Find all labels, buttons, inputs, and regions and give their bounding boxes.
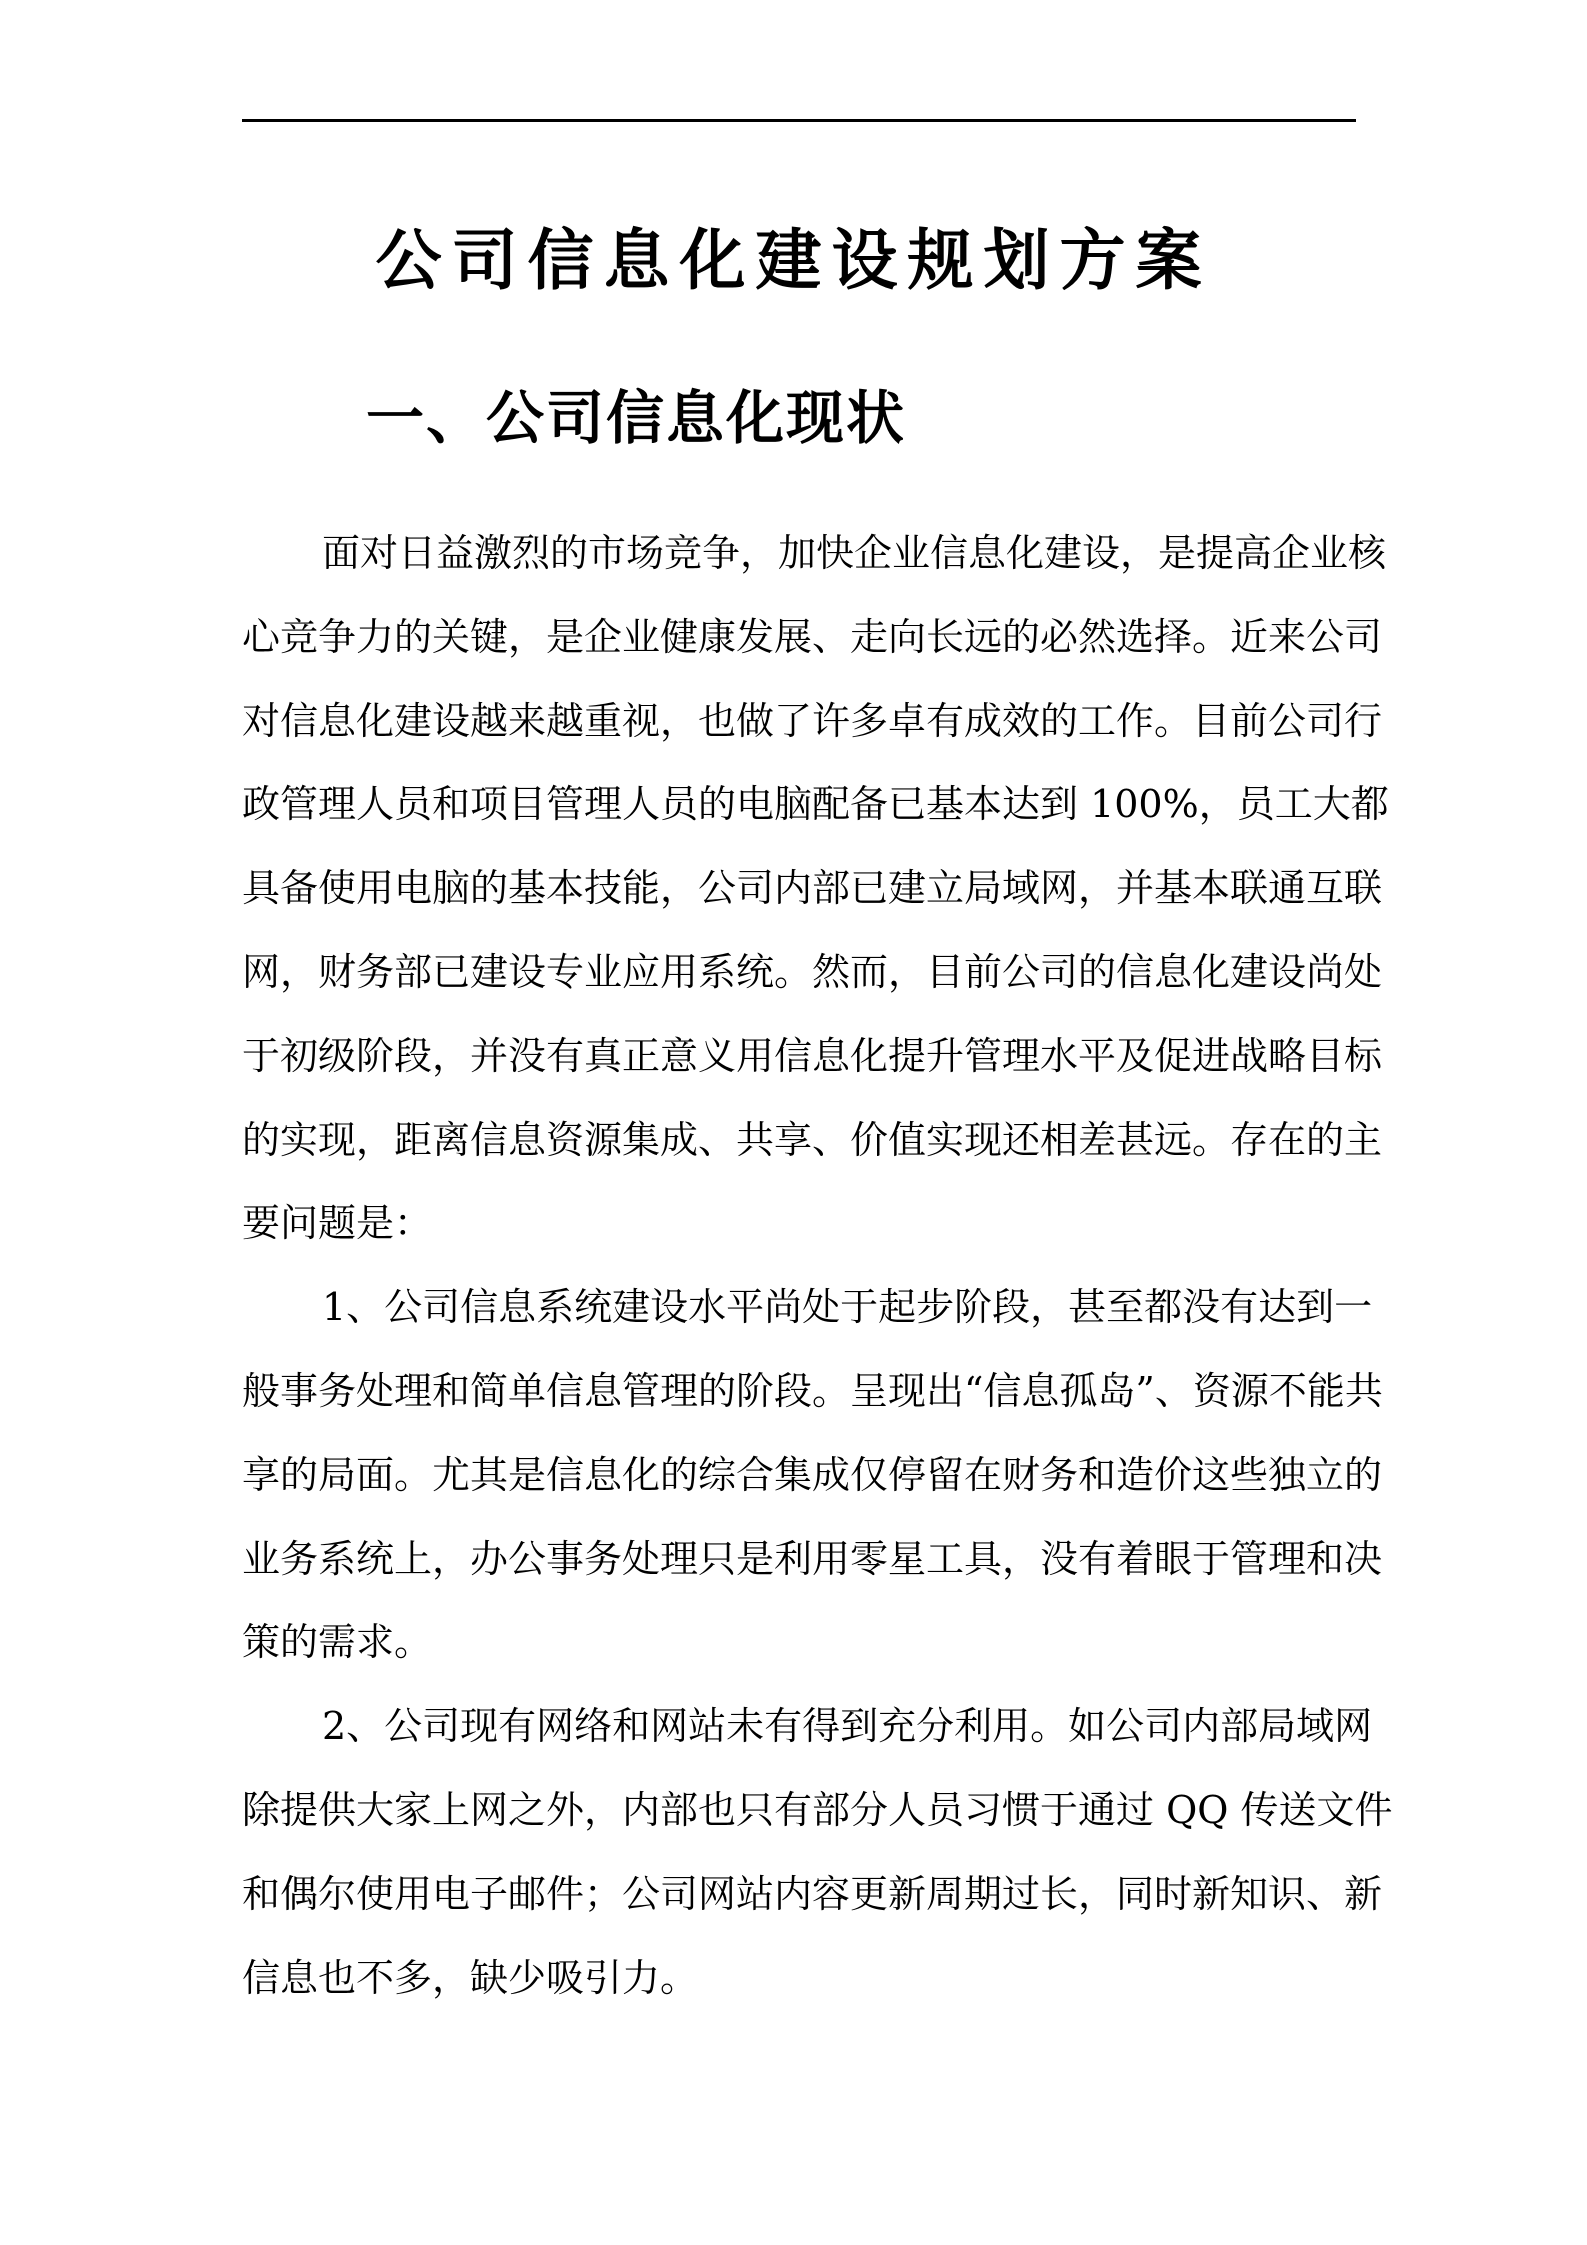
section-heading: 一、公司信息化现状 [366,384,907,452]
paragraph-line: 于初级阶段，并没有真正意义用信息化提升管理水平及促进战略目标 [242,1033,1383,1078]
paragraph-line: 具备使用电脑的基本技能，公司内部已建立局域网，并基本联通互联 [242,866,1383,911]
paragraph-line: 要问题是： [242,1201,433,1246]
paragraph-line: 心竞争力的关键，是企业健康发展、走向长远的必然选择。近来公司 [242,614,1383,659]
paragraph-line: 对信息化建设越来越重视，也做了许多卓有成效的工作。目前公司行 [242,698,1383,743]
paragraph-line: 1、公司信息系统建设水平尚处于起步阶段，甚至都没有达到一 [322,1285,1373,1330]
header-rule [242,119,1356,122]
document-title: 公司信息化建设规划方案 [375,221,1212,299]
paragraph-line: 享的局面。尤其是信息化的综合集成仅停留在财务和造价这些独立的 [242,1452,1383,1497]
paragraph-line: 策的需求。 [242,1620,433,1665]
paragraph-line: 信息也不多，缺少吸引力。 [242,1955,699,2000]
paragraph-line: 面对日益激烈的市场竞争，加快企业信息化建设，是提高企业核 [322,531,1387,575]
paragraph-line: 网，财务部已建设专业应用系统。然而，目前公司的信息化建设尚处 [242,949,1383,994]
paragraph-line: 般事务处理和简单信息管理的阶段。呈现出“信息孤岛”、资源不能共 [242,1368,1383,1413]
paragraph-line: 和偶尔使用电子邮件；公司网站内容更新周期过长，同时新知识、新 [242,1871,1383,1916]
paragraph-line: 政管理人员和项目管理人员的电脑配备已基本达到 100%，员工大都 [242,782,1389,827]
paragraph-line: 2、公司现有网络和网站未有得到充分利用。如公司内部局域网 [322,1704,1373,1749]
paragraph-line: 除提供大家上网之外，内部也只有部分人员习惯于通过 QQ 传送文件 [242,1787,1393,1832]
paragraph-line: 的实现，距离信息资源集成、共享、价值实现还相差甚远。存在的主 [242,1117,1383,1162]
paragraph-line: 业务系统上，办公事务处理只是利用零星工具，没有着眼于管理和决 [242,1536,1383,1581]
document-body [242,512,1393,2020]
